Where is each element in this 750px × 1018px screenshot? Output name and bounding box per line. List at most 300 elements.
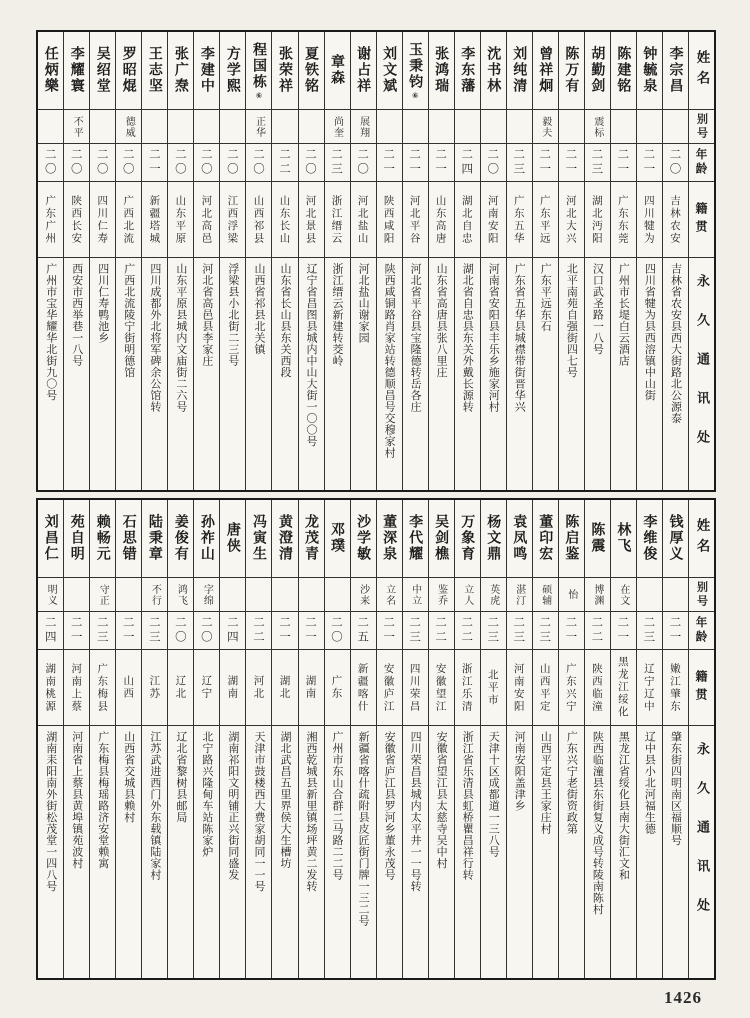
address-cell	[559, 726, 584, 978]
person-column	[142, 32, 168, 490]
age-cell	[168, 612, 193, 650]
page-number: 1426	[664, 988, 702, 1007]
person-age: 二〇	[69, 148, 84, 177]
name-cell	[585, 32, 610, 110]
native-place-cell	[142, 182, 167, 258]
person-age: 二一	[564, 148, 579, 177]
name-cell	[637, 500, 662, 578]
person-age: 二一	[147, 148, 162, 177]
person-column	[116, 500, 142, 978]
native-place-cell	[38, 650, 63, 726]
person-address: 浮梁县小北街二三号	[226, 263, 240, 367]
age-cell	[663, 612, 688, 650]
alias-cell	[533, 110, 558, 144]
address-cell	[663, 258, 688, 490]
address-cell	[220, 258, 245, 490]
name-cell	[168, 500, 193, 578]
person-native-place: 江西浮梁	[226, 194, 239, 245]
name-cell	[64, 32, 89, 110]
age-cell	[142, 144, 167, 182]
person-address: 河南省上蔡县黄埠镇苑波村	[70, 731, 84, 869]
address-cell	[142, 258, 167, 490]
native-place-cell	[116, 650, 141, 726]
person-name: 黄澄清	[276, 514, 293, 562]
person-column	[299, 500, 325, 978]
directory-table-bottom	[36, 498, 716, 980]
person-native-place: 浙江乐清	[460, 662, 473, 713]
address-cell	[116, 258, 141, 490]
alias-cell	[377, 578, 402, 612]
person-age: 二一	[408, 148, 423, 177]
header-column	[689, 500, 714, 978]
person-name: 刘纯清	[511, 46, 528, 94]
native-place-cell	[351, 182, 376, 258]
directory-table-top	[36, 30, 716, 492]
age-cell	[246, 144, 271, 182]
address-cell	[272, 258, 297, 490]
address-cell	[168, 258, 193, 490]
address-cell	[64, 726, 89, 978]
alias-cell	[246, 110, 271, 144]
address-cell	[637, 726, 662, 978]
person-address: 西安市西举巷一八号	[70, 263, 84, 367]
person-age: 二三	[408, 616, 423, 645]
name-cell	[533, 32, 558, 110]
name-cell	[611, 32, 636, 110]
person-name: 胡勤剑	[589, 46, 606, 94]
person-address: 河北盐山谢家园	[357, 263, 371, 344]
person-alias: 明义	[45, 583, 57, 606]
native-place-cell	[611, 650, 636, 726]
age-cell	[585, 144, 610, 182]
person-column	[64, 500, 90, 978]
address-cell	[533, 258, 558, 490]
native-place-cell	[377, 182, 402, 258]
person-age: 二四	[43, 616, 58, 645]
person-column	[325, 32, 351, 490]
person-name: 陈启鉴	[563, 514, 580, 562]
name-cell	[455, 32, 480, 110]
name-cell	[455, 500, 480, 578]
name-cell	[90, 32, 115, 110]
person-address: 广东平远东石	[539, 263, 553, 332]
person-address: 山西平定县王家庄村	[539, 731, 553, 835]
alias-cell	[220, 110, 245, 144]
person-age: 二五	[356, 616, 371, 645]
person-address: 湖北省自忠县东关外戴长源转	[461, 263, 475, 413]
name-cell	[272, 32, 297, 110]
alias-cell	[38, 110, 63, 144]
person-age: 二三	[147, 616, 162, 645]
alias-cell	[533, 578, 558, 612]
alias-cell	[246, 578, 271, 612]
person-name: 章森	[329, 54, 346, 86]
alias-cell	[168, 578, 193, 612]
address-cell	[455, 258, 480, 490]
person-age: 二〇	[199, 616, 214, 645]
person-native-place: 河北盐山	[356, 194, 369, 245]
native-place-cell	[559, 182, 584, 258]
age-cell	[194, 144, 219, 182]
person-age: 二一	[69, 616, 84, 645]
address-cell	[481, 726, 506, 978]
person-column	[116, 32, 142, 490]
age-cell	[220, 144, 245, 182]
person-native-place: 新疆喀什	[356, 662, 369, 713]
person-native-place: 广东平远	[538, 194, 551, 245]
address-cell	[194, 258, 219, 490]
person-native-place: 陕西咸阳	[382, 194, 395, 245]
name-cell	[663, 500, 688, 578]
person-column	[142, 500, 168, 978]
native-place-cell	[455, 650, 480, 726]
person-alias: 正华	[253, 115, 265, 138]
person-age: 二二	[277, 148, 292, 177]
alias-cell	[429, 578, 454, 612]
person-address: 广州市长堤白云酒店	[617, 263, 631, 367]
address-cell	[585, 726, 610, 978]
age-cell	[116, 144, 141, 182]
name-cell	[325, 500, 350, 578]
person-alias: 毅夫	[539, 115, 551, 138]
person-age: 二三	[590, 148, 605, 177]
person-name: 孙祚山	[198, 514, 215, 562]
person-column	[38, 500, 64, 978]
person-native-place: 四川荣昌	[408, 662, 421, 713]
address-cell	[507, 726, 532, 978]
person-column	[168, 500, 194, 978]
person-age: 二一	[121, 616, 136, 645]
age-cell	[455, 144, 480, 182]
person-age: 二一	[434, 148, 449, 177]
person-alias: 立名	[383, 583, 395, 606]
alias-cell	[325, 578, 350, 612]
address-cell	[38, 258, 63, 490]
native-place-cell	[637, 182, 662, 258]
person-age: 二〇	[304, 148, 319, 177]
age-cell	[142, 612, 167, 650]
person-age: 二〇	[668, 148, 683, 177]
alias-cell	[325, 110, 350, 144]
age-cell	[351, 144, 376, 182]
person-native-place: 山东高唐	[434, 194, 447, 245]
header-native-label: 籍贯	[689, 182, 714, 258]
age-cell	[637, 144, 662, 182]
person-age: 二一	[538, 148, 553, 177]
person-name: 陈震	[589, 522, 606, 554]
person-address: 北宁路兴隆甸车站陈家炉	[200, 731, 214, 858]
person-alias: 沙来	[357, 583, 369, 606]
person-age: 二三	[330, 148, 345, 177]
person-column	[220, 500, 246, 978]
native-place-cell	[585, 650, 610, 726]
age-cell	[429, 144, 454, 182]
person-alias: 在文	[617, 583, 629, 606]
native-place-cell	[272, 650, 297, 726]
person-address: 江苏武进西门外东载镇陆家村	[148, 731, 162, 881]
person-age: 二二	[434, 616, 449, 645]
person-name: 李耀寰	[68, 46, 85, 94]
alias-cell	[611, 578, 636, 612]
native-place-cell	[559, 650, 584, 726]
name-note-mark: ⑥	[254, 90, 264, 100]
person-address: 浙江省乐清县虹桥瞿昌祥行转	[461, 731, 475, 881]
alias-cell	[90, 578, 115, 612]
person-column	[455, 32, 481, 490]
alias-cell	[116, 110, 141, 144]
person-age: 二三	[512, 616, 527, 645]
person-native-place: 山东平原	[174, 194, 187, 245]
person-name: 李宗昌	[667, 46, 684, 94]
person-column	[246, 32, 272, 490]
name-cell	[90, 500, 115, 578]
person-name: 谢占祥	[355, 46, 372, 94]
native-place-cell	[272, 182, 297, 258]
age-cell	[116, 612, 141, 650]
age-cell	[377, 144, 402, 182]
name-cell	[246, 32, 271, 110]
person-address: 河北省高邑县李家庄	[200, 263, 214, 367]
person-age: 二〇	[330, 616, 345, 645]
person-address: 湘西乾城县新里镇场坪黄二发转	[305, 731, 319, 892]
person-age: 二一	[616, 616, 631, 645]
person-address: 四川省犍为县西溶镇中山街	[643, 263, 657, 401]
native-place-cell	[507, 650, 532, 726]
person-name: 李维俊	[641, 514, 658, 562]
name-cell	[116, 500, 141, 578]
native-place-cell	[325, 182, 350, 258]
name-cell	[272, 500, 297, 578]
person-address: 汉口武圣路一八号	[591, 263, 605, 355]
address-cell	[325, 258, 350, 490]
person-column	[351, 32, 377, 490]
age-cell	[663, 144, 688, 182]
person-native-place: 嫩江肇东	[668, 662, 681, 713]
person-name: 张鸿瑞	[433, 46, 450, 94]
address-cell	[611, 726, 636, 978]
address-cell	[663, 726, 688, 978]
person-alias: 字绵	[201, 583, 213, 606]
age-cell	[403, 144, 428, 182]
address-cell	[351, 258, 376, 490]
person-alias: 博渊	[591, 583, 603, 606]
name-cell	[351, 500, 376, 578]
person-name: 石思错	[120, 514, 137, 562]
age-cell	[220, 612, 245, 650]
age-cell	[325, 612, 350, 650]
person-column	[299, 32, 325, 490]
person-native-place: 广东	[330, 675, 343, 700]
person-column	[507, 32, 533, 490]
person-alias: 英虎	[487, 583, 499, 606]
person-native-place: 广东兴宁	[564, 662, 577, 713]
person-name: 吴剑樵	[433, 514, 450, 562]
person-age: 二三	[538, 616, 553, 645]
alias-cell	[559, 578, 584, 612]
native-place-cell	[64, 650, 89, 726]
person-native-place: 黑龙江绥化	[616, 656, 629, 719]
person-column	[272, 32, 298, 490]
name-cell	[38, 32, 63, 110]
name-cell	[481, 32, 506, 110]
person-name: 玉秉钧	[407, 41, 424, 90]
age-cell	[351, 612, 376, 650]
person-name: 万象育	[459, 514, 476, 562]
native-place-cell	[637, 650, 662, 726]
address-cell	[403, 258, 428, 490]
person-native-place: 江苏	[148, 675, 161, 700]
person-address: 天津十区成都道一三八号	[487, 731, 501, 858]
name-cell	[194, 500, 219, 578]
person-column	[507, 500, 533, 978]
native-place-cell	[611, 182, 636, 258]
person-column	[377, 500, 403, 978]
alias-cell	[611, 110, 636, 144]
person-age: 二一	[642, 148, 657, 177]
person-name: 龙茂青	[303, 514, 320, 562]
person-native-place: 安徽庐江	[382, 662, 395, 713]
alias-cell	[38, 578, 63, 612]
person-age: 二三	[512, 148, 527, 177]
name-cell	[481, 500, 506, 578]
person-age: 二一	[564, 616, 579, 645]
age-cell	[429, 612, 454, 650]
person-age: 二〇	[173, 148, 188, 177]
person-native-place: 陕西临潼	[590, 662, 603, 713]
person-name: 吴绍堂	[94, 46, 111, 94]
person-address: 新疆省喀什疏附县皮匠街门牌一三二号	[357, 731, 371, 927]
native-place-cell	[220, 650, 245, 726]
person-native-place: 安徽望江	[434, 662, 447, 713]
person-native-place: 辽北	[174, 675, 187, 700]
native-place-cell	[168, 650, 193, 726]
name-cell	[220, 500, 245, 578]
address-cell	[64, 258, 89, 490]
alias-cell	[507, 578, 532, 612]
person-name: 刘文斌	[381, 46, 398, 94]
native-place-cell	[351, 650, 376, 726]
age-cell	[611, 144, 636, 182]
native-place-cell	[64, 182, 89, 258]
person-column	[611, 32, 637, 490]
person-age: 二二	[251, 616, 266, 645]
person-alias: 硕辅	[539, 583, 551, 606]
alias-cell	[142, 578, 167, 612]
person-age: 二〇	[356, 148, 371, 177]
person-native-place: 河北景县	[304, 194, 317, 245]
person-age: 二〇	[486, 148, 501, 177]
address-cell	[507, 258, 532, 490]
person-name: 苑自明	[68, 514, 85, 562]
age-cell	[611, 612, 636, 650]
person-age: 二〇	[121, 148, 136, 177]
address-cell	[481, 258, 506, 490]
alias-cell	[585, 110, 610, 144]
person-column	[168, 32, 194, 490]
person-native-place: 辽宁	[200, 675, 213, 700]
person-name: 林飞	[615, 522, 632, 554]
header-age-label: 年龄	[689, 144, 714, 182]
person-address: 天津市鼓楼西大费家胡同一一号	[252, 731, 266, 892]
person-age: 二一	[277, 616, 292, 645]
person-column	[246, 500, 272, 978]
person-alias: 尚奎	[331, 115, 343, 138]
native-place-cell	[246, 650, 271, 726]
person-name: 杨文鼎	[485, 514, 502, 562]
alias-cell	[272, 110, 297, 144]
person-name: 任炳樂	[42, 46, 59, 94]
age-cell	[168, 144, 193, 182]
name-cell	[637, 32, 662, 110]
person-name: 陈建铭	[615, 46, 632, 94]
person-native-place: 新疆塔城	[148, 194, 161, 245]
person-column	[585, 32, 611, 490]
person-native-place: 陕西长安	[70, 194, 83, 245]
person-age: 二〇	[225, 148, 240, 177]
person-name: 钱厚义	[667, 514, 684, 562]
address-cell	[116, 726, 141, 978]
age-cell	[272, 612, 297, 650]
address-cell	[194, 726, 219, 978]
native-place-cell	[481, 650, 506, 726]
person-name: 刘昌仁	[42, 514, 59, 562]
person-name: 邓璞	[329, 522, 346, 554]
person-address: 广州市东山合群二马路二二号	[331, 731, 345, 881]
person-native-place: 山西	[122, 675, 135, 700]
alias-cell	[663, 578, 688, 612]
person-native-place: 湖北	[278, 675, 291, 700]
age-cell	[90, 612, 115, 650]
address-cell	[90, 258, 115, 490]
name-cell	[168, 32, 193, 110]
person-name: 李东藩	[459, 46, 476, 94]
person-native-place: 河北高邑	[200, 194, 213, 245]
alias-cell	[116, 578, 141, 612]
native-place-cell	[168, 182, 193, 258]
person-address: 吉林省农安县西大街路北公源泰	[669, 263, 683, 424]
person-address: 安徽省庐江县罗河乡董永茂号	[383, 731, 397, 881]
person-column	[429, 500, 455, 978]
person-name: 袁凤鸣	[511, 514, 528, 562]
age-cell	[272, 144, 297, 182]
person-name: 罗昭焜	[120, 46, 137, 94]
name-cell	[299, 500, 324, 578]
address-cell	[377, 726, 402, 978]
person-alias: 不行	[149, 583, 161, 606]
age-cell	[481, 612, 506, 650]
address-cell	[429, 726, 454, 978]
header-address-label: 永久通讯处	[693, 742, 709, 937]
person-name: 曾祥炯	[537, 46, 554, 94]
person-address: 辽中县小北河福生德	[643, 731, 657, 835]
native-place-cell	[585, 182, 610, 258]
person-column	[585, 500, 611, 978]
name-cell	[246, 500, 271, 578]
age-cell	[559, 612, 584, 650]
name-note-mark: ⑥	[410, 90, 420, 100]
name-cell	[559, 32, 584, 110]
alias-cell	[64, 578, 89, 612]
name-cell	[351, 32, 376, 110]
person-name: 唐侠	[224, 522, 241, 554]
age-cell	[377, 612, 402, 650]
person-column	[533, 500, 559, 978]
person-native-place: 河南上蔡	[70, 662, 83, 713]
person-column	[611, 500, 637, 978]
person-age: 二〇	[199, 148, 214, 177]
address-cell	[455, 726, 480, 978]
person-address: 湖南祁阳文明铺正兴街同盛发	[226, 731, 240, 881]
